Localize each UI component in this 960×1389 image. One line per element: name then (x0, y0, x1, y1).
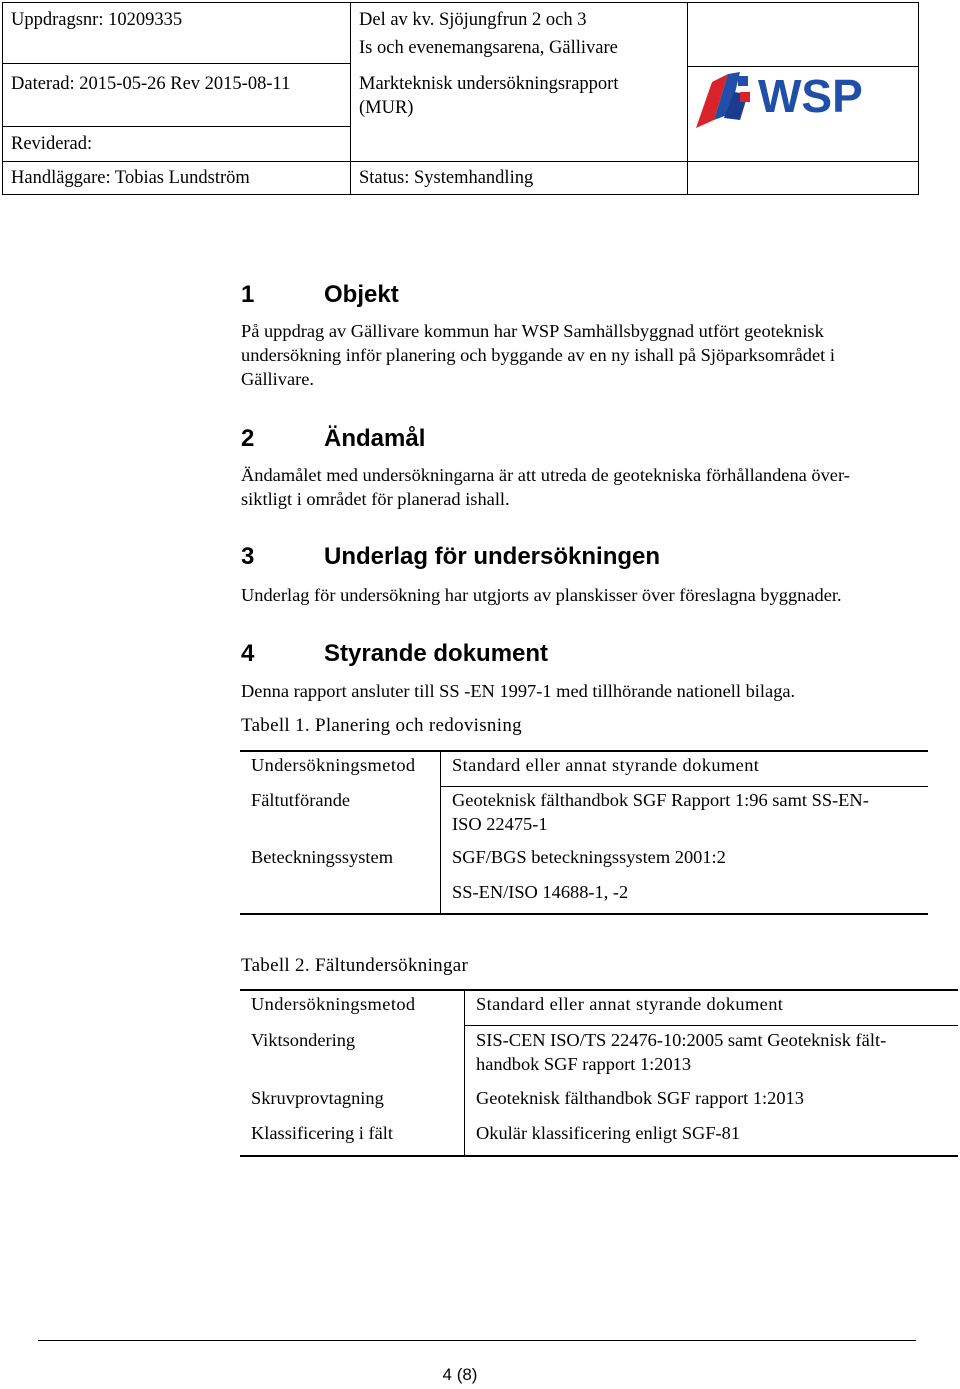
report-type: Markteknisk undersökningsrapport (359, 74, 619, 94)
paragraph-line: På uppdrag av Gällivare kommun har WSP Samhällsbyggnad utfört geoteknisk (241, 321, 824, 341)
page-number: 4 (8) (442, 1365, 478, 1384)
table-top-rule (240, 750, 928, 752)
table-caption: Tabell 2. Fältundersökningar (241, 955, 469, 976)
header-divider (350, 161, 687, 162)
section-number: 4 (241, 640, 255, 667)
header-divider (3, 63, 350, 64)
table-cell-method: Beteckningssystem (251, 847, 393, 867)
paragraph-line: Ändamålet med undersökningarna är att utreda de geotekniska förhållandena över- (241, 465, 850, 485)
footer-rule (38, 1340, 916, 1341)
header-divider (687, 66, 918, 67)
section-title: Styrande dokument (324, 640, 549, 667)
table-header-cell: Undersökningsmetod (251, 994, 416, 1014)
header-divider (3, 126, 350, 127)
paragraph-line: undersökning inför planering och byggande av en ny ishall på Sjöparksområdet i (241, 345, 835, 365)
header-divider (687, 3, 688, 194)
section-title: Objekt (324, 281, 399, 308)
table-cell-method: Viktsondering (251, 1030, 356, 1050)
report-type-abbrev: (MUR) (359, 98, 414, 118)
table-header-rule (440, 786, 928, 787)
section-number: 2 (241, 425, 255, 452)
header-divider (3, 161, 350, 162)
table-cell-method: Skruvprovtagning (251, 1088, 384, 1108)
table-header-cell: Standard eller annat styrande dokument (476, 994, 784, 1014)
table-cell-standard: ISO 22475-1 (452, 814, 548, 834)
paragraph-line: siktligt i området för planerad ishall. (241, 489, 510, 509)
table-cell-standard: Geoteknisk fälthandbok SGF Rapport 1:96 samt SS-EN- (452, 790, 869, 810)
table-header-cell: Undersökningsmetod (251, 755, 416, 775)
table-caption: Tabell 1. Planering och redovisning (241, 715, 522, 736)
table-column-divider (464, 990, 465, 1156)
section-number: 1 (241, 281, 255, 308)
status: Status: Systemhandling (359, 168, 534, 188)
table-cell-standard: handbok SGF rapport 1:2013 (476, 1054, 692, 1074)
table-header-cell: Standard eller annat styrande dokument (452, 755, 760, 775)
section-title: Underlag för undersökningen (324, 543, 661, 570)
project-name: Del av kv. Sjöjungfrun 2 och 3 (359, 10, 587, 30)
revised: Reviderad: (11, 134, 93, 154)
assignment-number: Uppdragsnr: 10209335 (11, 10, 183, 30)
table-cell-method: Fältutförande (251, 790, 351, 810)
dated: Daterad: 2015-05-26 Rev 2015-08-11 (11, 74, 291, 94)
table-column-divider (440, 751, 441, 914)
section-title: Ändamål (324, 425, 426, 452)
wsp-logo (694, 70, 880, 130)
handler: Handläggare: Tobias Lundström (11, 168, 250, 188)
table-cell-standard: Geoteknisk fälthandbok SGF rapport 1:2013 (476, 1088, 804, 1108)
paragraph-line: Denna rapport ansluter till SS -EN 1997-1 med tillhörande nationell bilaga. (241, 681, 796, 701)
table-header-rule (464, 1025, 958, 1026)
table-cell-standard: SS-EN/ISO 14688-1, -2 (452, 882, 629, 902)
table-bottom-rule (240, 913, 928, 915)
table-top-rule (240, 989, 958, 991)
paragraph-line: Gällivare. (241, 369, 315, 389)
section-number: 3 (241, 543, 255, 570)
logo-wordmark: WSP (758, 70, 863, 122)
table-cell-standard: Okulär klassificering enligt SGF-81 (476, 1123, 741, 1143)
header-divider (687, 161, 918, 162)
table-bottom-rule (240, 1155, 958, 1157)
table-cell-method: Klassificering i fält (251, 1123, 393, 1143)
header-divider (350, 3, 351, 194)
table-cell-standard: SIS-CEN ISO/TS 22476-10:2005 samt Geoteknisk fält- (476, 1030, 887, 1050)
paragraph-line: Underlag för undersökning har utgjorts av planskisser över föreslagna byggnader. (241, 585, 842, 605)
project-subtitle: Is och evenemangsarena, Gällivare (359, 38, 618, 58)
table-cell-standard: SGF/BGS beteckningssystem 2001:2 (452, 847, 726, 867)
